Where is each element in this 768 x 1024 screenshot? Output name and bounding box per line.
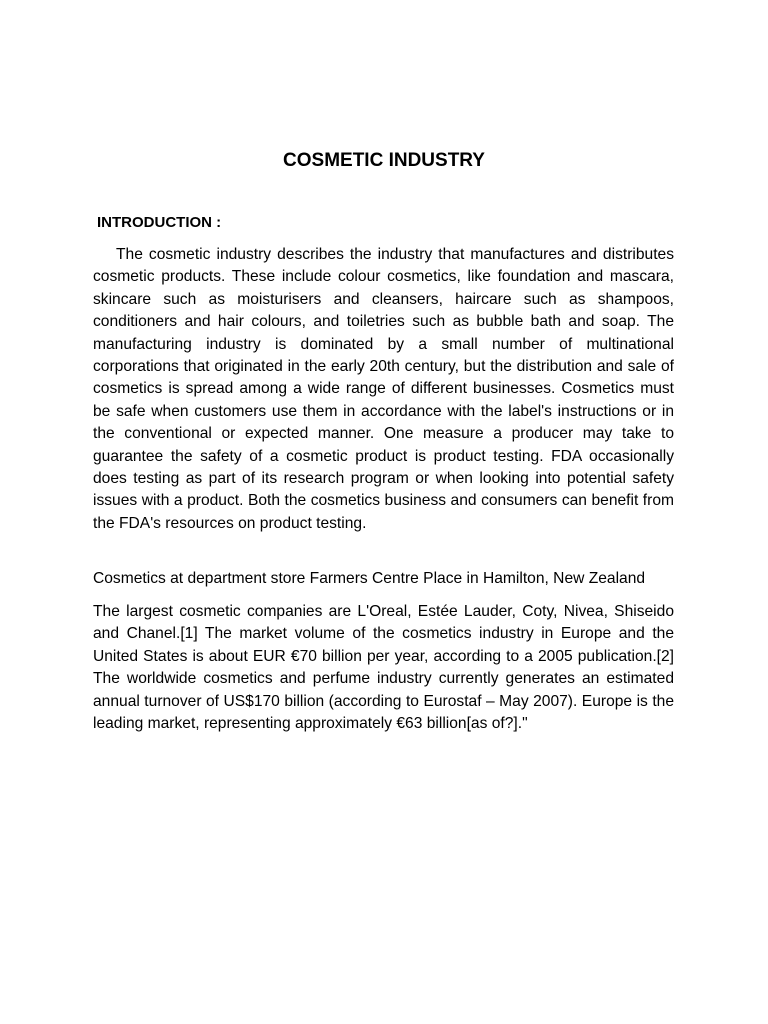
section-heading-introduction: INTRODUCTION : <box>97 214 222 231</box>
paragraph-market: The largest cosmetic companies are L'Oreal, Estée Lauder, Coty, Nivea, Shiseido and Chanel.[1] The market volume of the cosmetics industry in Europe and the United States is about EUR €70 billion per year, according to a 2005 publication.[2] The worldwide cosmetics and perfume industry currently generates an estimated annual turnover of US$170 billion (according to Eurostaf – May 2007). Europe is the leading market, representing approximately €63 billion[as of?]." <box>93 603 674 733</box>
document-title: COSMETIC INDUSTRY <box>283 150 485 171</box>
paragraph-introduction: The cosmetic industry describes the industry that manufactures and distributes cosmetic products. These include colour cosmetics, like foundation and mascara, skincare such as moisturisers and cleansers, haircare such as shampoos, conditioners and hair colours, and toiletries such as bubble bath and soap. The manufacturing industry is dominated by a small number of multinational corporations that originated in the early 20th century, but the distribution and sale of cosmetics is spread among a wide range of different businesses. Cosmetics must be safe when customers use them in accordance with the label's instructions or in the conventional or expected manner. One measure a producer may take to guarantee the safety of a cosmetic product is product testing. FDA occasionally does testing as part of its research program or when looking into potential safety issues with a product. Both the cosmetics business and consumers can benefit from the FDA's resources on product testing. <box>93 246 674 532</box>
paragraph-caption: Cosmetics at department store Farmers Centre Place in Hamilton, New Zealand <box>93 570 646 587</box>
